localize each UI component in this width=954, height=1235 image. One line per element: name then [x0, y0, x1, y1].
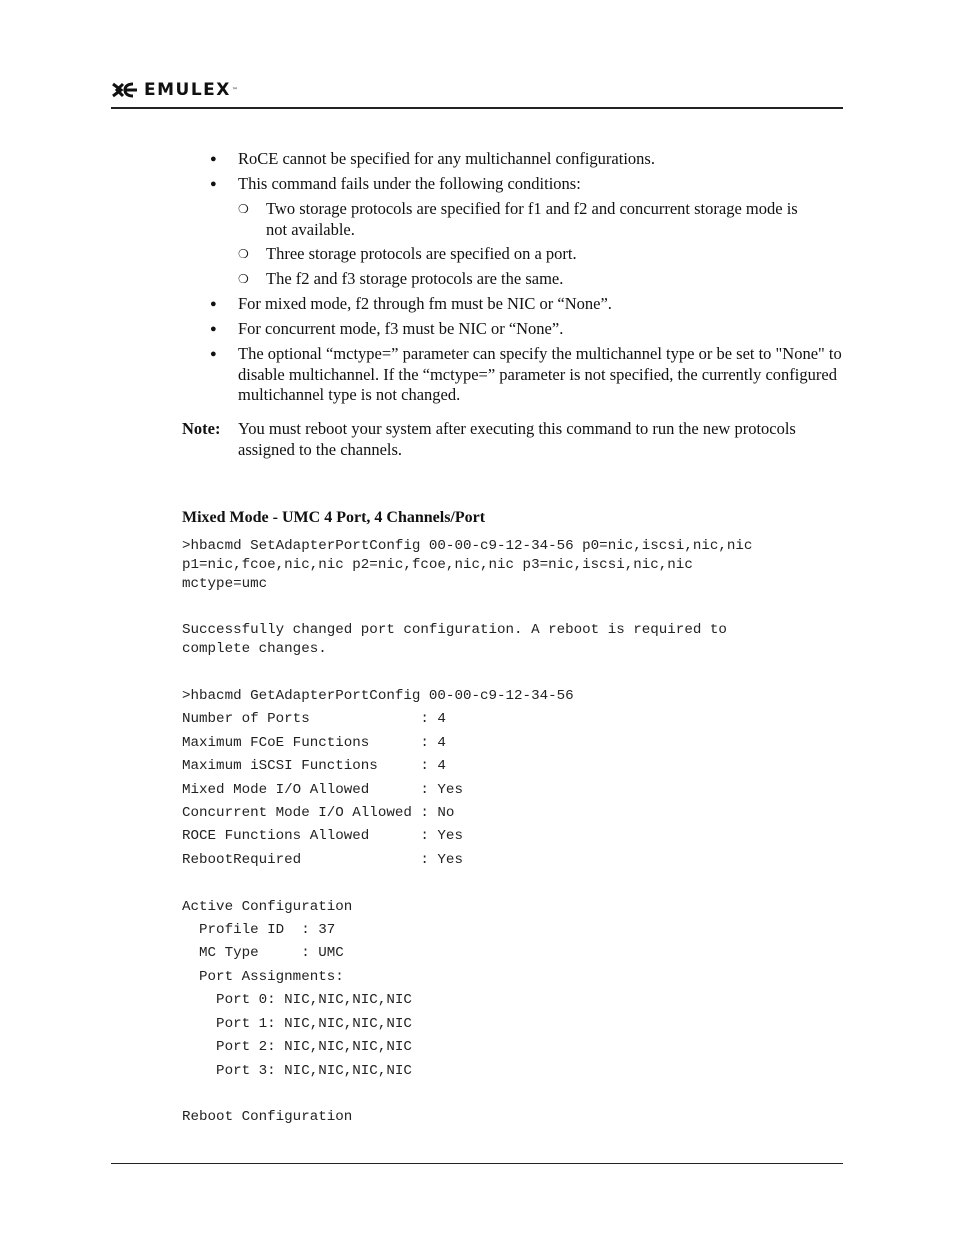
- bullet-dot-icon: ●: [210, 178, 217, 190]
- sub-bullet-text: The f2 and f3 storage protocols are the same.: [266, 269, 564, 288]
- set-command-code: >hbacmd SetAdapterPortConfig 00-00-c9-12-34-56 p0=nic,iscsi,nic,nic p1=nic,fcoe,nic,nic p2=nic,fcoe,nic,nic p3=nic,iscsi,nic,nic mctype=umc: [182, 538, 753, 592]
- section-heading: Mixed Mode - UMC 4 Port, 4 Channels/Port: [182, 509, 486, 526]
- sub-bullet-text: Two storage protocols are specified for f1 and f2 and concurrent storage mode is not available.: [266, 199, 798, 239]
- emulex-logo: [111, 80, 238, 100]
- bullet-dot-icon: ●: [210, 153, 217, 165]
- note-text: You must reboot your system after executing this command to run the new protocols assigned to the channels.: [238, 419, 796, 459]
- logo-trademark: ™: [231, 86, 238, 94]
- bullet-text: For mixed mode, f2 through fm must be NIC or “None”.: [238, 294, 612, 313]
- emulex-logo-mark-icon: [111, 81, 141, 99]
- bullet-text: For concurrent mode, f3 must be NIC or “None”.: [238, 319, 564, 338]
- bullet-dot-icon: ●: [210, 323, 217, 335]
- sub-bullet-text: Three storage protocols are specified on a port.: [266, 244, 577, 263]
- success-message-code: Successfully changed port configuration. A reboot is required to complete changes.: [182, 622, 727, 657]
- bullet-text: This command fails under the following conditions:: [238, 174, 581, 193]
- note-label: Note:: [182, 419, 221, 438]
- logo-text: EMULEX: [144, 80, 231, 100]
- sub-bullet-circle-icon: ❍: [238, 247, 249, 261]
- footer-rule: [111, 1163, 843, 1164]
- get-config-output: >hbacmd GetAdapterPortConfig 00-00-c9-12-34-56 Number of Ports : 4 Maximum FCoE Functions : 4 Maximum iSCSI Functions : 4 Mixed Mode I/O Allowed : Yes Concurrent Mode I/O Allowed : No ROCE Functions Allowed : Yes RebootRequired : Yes Active Configuration Profile ID : 37 MC Type : UMC Port Assignments: Port 0: NIC,NIC,NIC,NIC Port 1: NIC,NIC,NIC,NIC Port 2: NIC,NIC,NIC,NIC Port 3: NIC,NIC,NIC,NIC Reboot Configuration: [182, 688, 574, 1126]
- header-rule: [111, 107, 843, 109]
- sub-bullet-circle-icon: ❍: [238, 202, 249, 216]
- bullet-dot-icon: ●: [210, 298, 217, 310]
- bullet-text: The optional “mctype=” parameter can specify the multichannel type or be set to "None" to disable multichannel. If the “mctype=” parameter is not specified, the currently configured multichannel type is not changed.: [238, 344, 842, 404]
- bullet-dot-icon: ●: [210, 348, 217, 360]
- bullet-text: RoCE cannot be specified for any multichannel configurations.: [238, 149, 655, 168]
- sub-bullet-circle-icon: ❍: [238, 272, 249, 286]
